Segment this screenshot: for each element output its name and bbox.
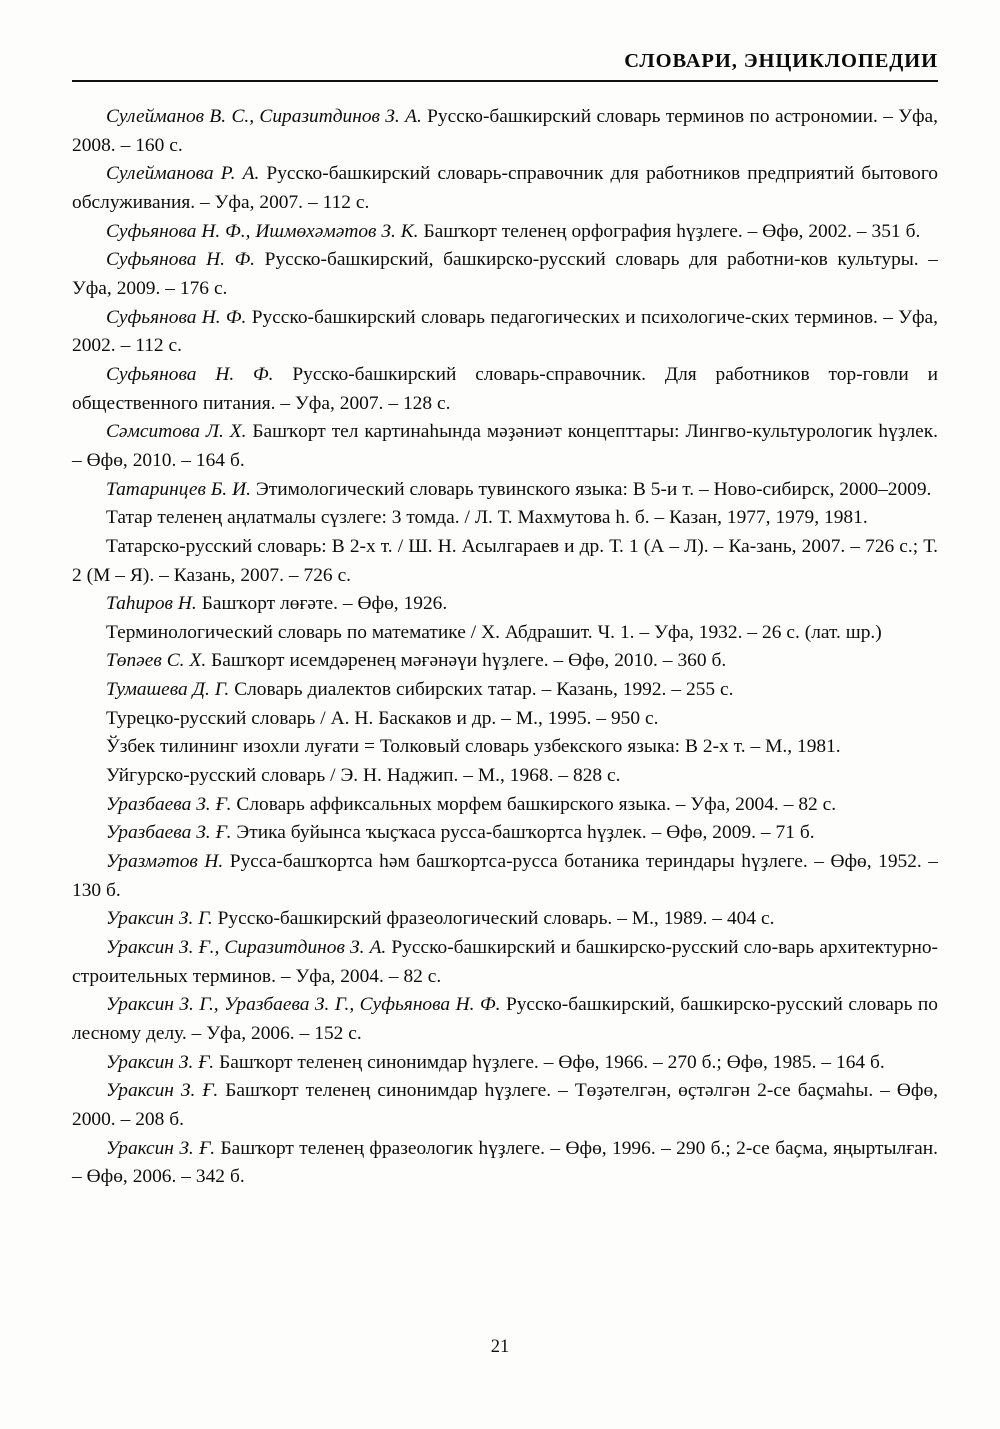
entry-citation: Русско-башкирский, башкирско-русский словарь для работни-ков культуры. – Уфа, 2009. – 176 с. xyxy=(72,249,938,299)
entry-author: Тумашева Д. Г. xyxy=(106,679,230,701)
bibliography-list xyxy=(72,103,938,1192)
entry-citation: Уйгурско-русский словарь / Э. Н. Наджип. – М., 1968. – 828 с. xyxy=(106,765,621,787)
bibliography-entry xyxy=(72,533,938,590)
entry-author: Ураксин З. Ғ. xyxy=(106,1137,216,1159)
entry-citation: Татарско-русский словарь: В 2-х т. / Ш. Н. Асылгараев и др. Т. 1 (А – Л). – Ка-зань, 2007. – 726 с.; Т. 2 (М – Я). – Казань, 2007. – 726 с. xyxy=(72,535,938,586)
bibliography-entry xyxy=(72,905,938,934)
entry-author: Таһиров Н. xyxy=(106,593,197,615)
entry-citation: Русско-башкирский словарь терминов по астрономии. – Уфа, 2008. – 160 с. xyxy=(72,106,938,156)
page-number: 21 xyxy=(490,1337,510,1357)
bibliography-entry xyxy=(72,1077,938,1134)
entry-citation: Русско-башкирский, башкирско-русский словарь по лесному делу. – Уфа, 2006. – 152 с. xyxy=(72,994,938,1044)
entry-citation: Словарь аффиксальных морфем башкирского языка. – Уфа, 2004. – 82 с. xyxy=(231,793,837,815)
entry-citation: Словарь диалектов сибирских татар. – Казань, 1992. – 255 с. xyxy=(229,679,734,701)
entry-citation: Башҡорт теленең орфография һүҙлеге. – Өфө, 2002. – 351 б. xyxy=(418,220,921,242)
entry-citation: Башҡорт исемдәренең мәғәнәүи һүҙлеге. – Өфө, 2010. – 360 б. xyxy=(206,650,727,672)
entry-author: Суфьянова Н. Ф., Ишмөхәмәтов З. К. xyxy=(106,220,419,242)
bibliography-entry xyxy=(72,819,938,848)
bibliography-entry xyxy=(72,1049,938,1078)
bibliography-entry xyxy=(72,676,938,705)
entry-citation: Башҡорт лөғәте. – Өфө, 1926. xyxy=(196,593,448,615)
page-header xyxy=(72,50,938,82)
entry-author: Уразмәтов Н. xyxy=(106,851,224,873)
entry-author: Ураксин З. Ғ. xyxy=(106,1051,215,1073)
entry-citation: Русско-башкирский словарь-справочник для работников предприятий бытового обслуживания. – Уфа, 2007. – 112 с. xyxy=(72,163,938,213)
bibliography-entry xyxy=(72,791,938,820)
bibliography-entry xyxy=(72,733,938,762)
bibliography-entry xyxy=(72,476,938,505)
entry-citation: Русско-башкирский и башкирско-русский сло-варь архитектурно-строительных терминов. – Уфа, 2004. – 82 с. xyxy=(72,937,938,987)
bibliography-entry xyxy=(72,991,938,1048)
entry-citation: Ўзбек тилининг изохли луғати = Толковый словарь узбекского языка: В 2-х т. – М., 1981. xyxy=(106,736,841,758)
entry-citation: Башҡорт теленең синонимдар һүҙлеге. – Төҙәтелгән, өҫтәлгән 2-се баҫмаһы. – Өфө, 2000. – 208 б. xyxy=(72,1080,938,1130)
entry-citation: Татар теленең аңлатмалы сүзлеге: 3 томда. / Л. Т. Махмутова һ. б. – Казан, 1977, 1979, 1981. xyxy=(106,507,868,529)
entry-author: Төпәев С. Х. xyxy=(106,650,207,672)
entry-author: Сулейманова Р. А. xyxy=(106,163,260,185)
bibliography-entry xyxy=(72,418,938,475)
bibliography-entry xyxy=(72,246,938,303)
bibliography-entry xyxy=(72,848,938,905)
entry-citation: Этимологический словарь тувинского языка: В 5-и т. – Ново-сибирск, 2000–2009. xyxy=(250,478,932,500)
entry-author: Суфьянова Н. Ф. xyxy=(106,249,256,271)
entry-citation: Этика буйынса ҡыҫҡаса русса-башҡортса һүҙлек. – Өфө, 2009. – 71 б. xyxy=(231,822,815,844)
entry-author: Уразбаева З. Ғ. xyxy=(106,793,232,815)
bibliography-entry xyxy=(72,304,938,361)
entry-citation: Турецко-русский словарь / А. Н. Баскаков и др. – М., 1995. – 950 с. xyxy=(106,707,659,729)
entry-citation: Русско-башкирский словарь-справочник. Для работников тор-говли и общественного питания. – Уфа, 2007. – 128 с. xyxy=(72,363,938,414)
running-head-title: СЛОВАРИ, ЭНЦИКЛОПЕДИИ xyxy=(624,50,938,72)
entry-author: Татаринцев Б. И. xyxy=(106,478,251,500)
bibliography-entry xyxy=(72,1135,938,1192)
entry-author: Уразбаева З. Ғ. xyxy=(106,822,232,844)
entry-citation: Терминологический словарь по математике / Х. Абдрашит. Ч. 1. – Уфа, 1932. – 26 с. (лат. шр.) xyxy=(106,621,882,643)
entry-author: Суфьянова Н. Ф. xyxy=(106,363,274,385)
entry-citation: Башҡорт теленең фразеологик һүҙлеге. – Өфө, 1996. – 290 б.; 2-се баҫма, яңыртылған. – Өфө, 2006. – 342 б. xyxy=(72,1137,938,1188)
bibliography-entry xyxy=(72,504,938,533)
bibliography-entry xyxy=(72,361,938,418)
bibliography-entry xyxy=(72,619,938,648)
bibliography-entry xyxy=(72,160,938,217)
header-divider-rule xyxy=(72,80,938,82)
bibliography-entry xyxy=(72,647,938,676)
bibliography-entry xyxy=(72,218,938,247)
entry-author: Ураксин З. Ғ., Сиразитдинов З. А. xyxy=(106,937,387,959)
entry-citation: Русско-башкирский словарь педагогических и психологиче-ских терминов. – Уфа, 2002. – 112 с. xyxy=(72,306,938,357)
bibliography-entry xyxy=(72,762,938,791)
entry-author: Сәмситова Л. Х. xyxy=(106,421,247,443)
entry-citation: Башҡорт тел картинаһында мәҙәниәт концепттары: Лингво-культурологик һүҙлек. – Өфө, 2010. – 164 б. xyxy=(72,421,938,471)
entry-citation: Башҡорт теленең синонимдар һүҙлеге. – Өфө, 1966. – 270 б.; Өфө, 1985. – 164 б. xyxy=(214,1051,885,1073)
entry-citation: Русско-башкирский фразеологический словарь. – М., 1989. – 404 с. xyxy=(212,908,775,930)
entry-citation: Русса-башҡортса һәм башҡортса-русса ботаника териндары һүҙлеге. – Өфө, 1952. – 130 б. xyxy=(72,851,938,901)
bibliography-entry xyxy=(72,590,938,619)
bibliography-entry xyxy=(72,705,938,734)
bibliography-entry xyxy=(72,103,938,160)
bibliography-entry xyxy=(72,934,938,991)
entry-author: Суфьянова Н. Ф. xyxy=(106,306,247,328)
entry-author: Ураксин З. Г. xyxy=(106,908,213,930)
entry-author: Сулейманов В. С., Сиразитдинов З. А. xyxy=(106,106,422,127)
entry-author: Ураксин З. Ғ. xyxy=(106,1080,219,1102)
entry-author: Ураксин З. Г., Уразбаева З. Г., Суфьянова Н. Ф. xyxy=(106,994,501,1016)
